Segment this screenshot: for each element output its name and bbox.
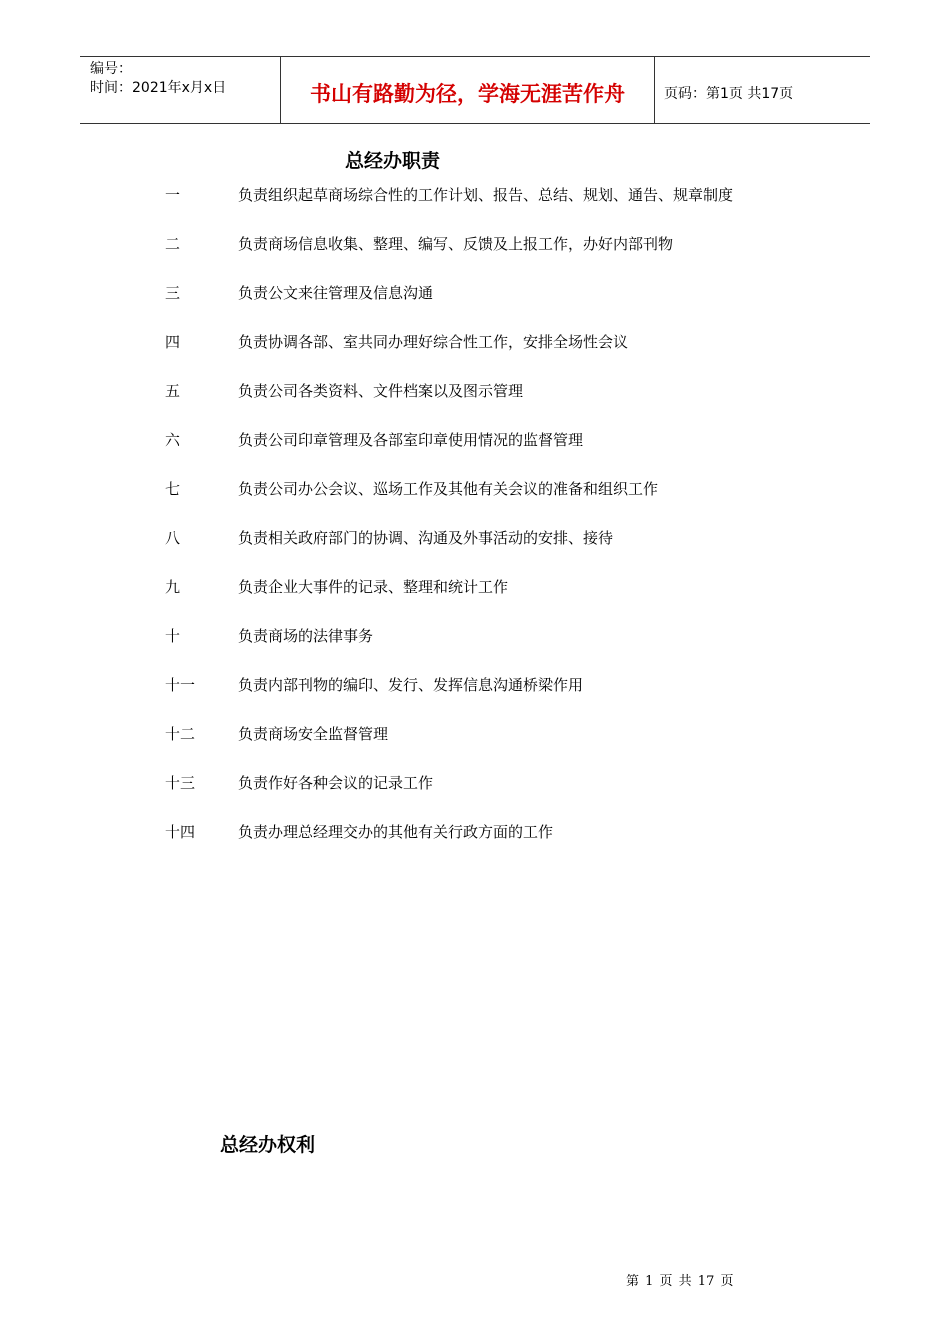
list-item bbox=[165, 660, 845, 709]
list-item bbox=[165, 611, 845, 660]
duty-number: 十 bbox=[165, 627, 181, 645]
duty-number: 二 bbox=[165, 235, 181, 253]
duty-text: 负责商场的法律事务 bbox=[238, 627, 374, 645]
page-footer: 第 1 页 共 17 页 bbox=[626, 1274, 734, 1289]
page-title: 总经办职责 bbox=[345, 150, 441, 172]
list-item bbox=[165, 464, 845, 513]
duty-text: 负责公文来往管理及信息沟通 bbox=[238, 284, 434, 302]
header-meta bbox=[80, 57, 281, 123]
motto-text: 书山有路勤为径，学海无涯苦作舟 bbox=[310, 82, 625, 106]
page-number-label: 页码：第1页 共17页 bbox=[664, 86, 794, 102]
duty-number: 五 bbox=[165, 382, 181, 400]
list-item bbox=[165, 366, 845, 415]
duty-text: 负责内部刊物的编印、发行、发挥信息沟通桥梁作用 bbox=[238, 676, 584, 694]
duties-list bbox=[165, 170, 845, 856]
document-time-label: 时间：2021年x月x日 bbox=[90, 80, 227, 96]
duty-text: 负责公司办公会议、巡场工作及其他有关会议的准备和组织工作 bbox=[238, 480, 659, 498]
list-item bbox=[165, 513, 845, 562]
duty-number: 三 bbox=[165, 284, 181, 302]
duty-text: 负责协调各部、室共同办理好综合性工作，安排全场性会议 bbox=[238, 333, 629, 351]
list-item bbox=[165, 415, 845, 464]
document-number-label: 编号： bbox=[90, 61, 132, 77]
duty-text: 负责办理总经理交办的其他有关行政方面的工作 bbox=[238, 823, 554, 841]
list-item bbox=[165, 758, 845, 807]
duty-number: 一 bbox=[165, 186, 181, 204]
duty-text: 负责企业大事件的记录、整理和统计工作 bbox=[238, 578, 509, 596]
header-motto bbox=[281, 57, 655, 123]
document-header bbox=[80, 56, 870, 124]
list-item bbox=[165, 219, 845, 268]
duty-number: 九 bbox=[165, 578, 181, 596]
duty-text: 负责商场安全监督管理 bbox=[238, 725, 389, 743]
section-title-rights: 总经办权利 bbox=[220, 1134, 316, 1156]
list-item bbox=[165, 562, 845, 611]
list-item bbox=[165, 268, 845, 317]
list-item bbox=[165, 170, 845, 219]
list-item bbox=[165, 709, 845, 758]
duty-number: 六 bbox=[165, 431, 181, 449]
duty-text: 负责组织起草商场综合性的工作计划、报告、总结、规划、通告、规章制度 bbox=[238, 186, 734, 204]
duty-number: 七 bbox=[165, 480, 181, 498]
duty-text: 负责相关政府部门的协调、沟通及外事活动的安排、接待 bbox=[238, 529, 614, 547]
duty-text: 负责公司印章管理及各部室印章使用情况的监督管理 bbox=[238, 431, 584, 449]
duty-number: 十三 bbox=[165, 774, 196, 792]
duty-text: 负责商场信息收集、整理、编写、反馈及上报工作，办好内部刊物 bbox=[238, 235, 674, 253]
duty-number: 十四 bbox=[165, 823, 196, 841]
duty-text: 负责公司各类资料、文件档案以及图示管理 bbox=[238, 382, 524, 400]
duty-text: 负责作好各种会议的记录工作 bbox=[238, 774, 434, 792]
duty-number: 四 bbox=[165, 333, 181, 351]
list-item bbox=[165, 807, 845, 856]
duty-number: 八 bbox=[165, 529, 181, 547]
duty-number: 十二 bbox=[165, 725, 196, 743]
duty-number: 十一 bbox=[165, 676, 196, 694]
header-page-info bbox=[655, 57, 870, 123]
list-item bbox=[165, 317, 845, 366]
